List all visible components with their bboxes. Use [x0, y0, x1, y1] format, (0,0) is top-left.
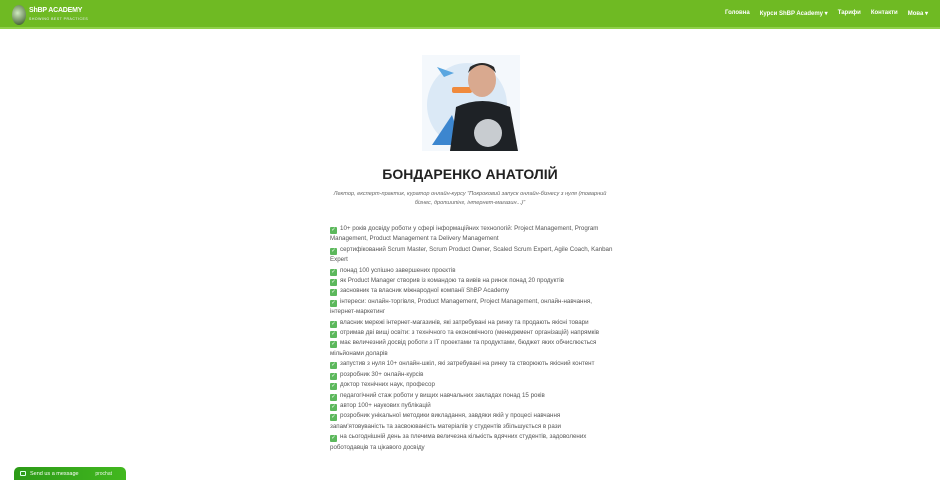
list-item: [330, 276, 615, 286]
menu-home[interactable]: Головна: [725, 10, 750, 16]
check-box-icon: ✓: [331, 331, 336, 338]
check-box-icon: ✓: [331, 393, 336, 400]
list-item-text: автор 100+ наукових публікацій: [340, 401, 431, 409]
list-item: [330, 380, 615, 390]
check-box-icon: ✓: [331, 279, 336, 286]
list-item-text: сертифікований Scrum Master, Scrum Product Owner, Scaled Scrum Expert, Agile Coach, Kanban Expert: [330, 245, 613, 264]
chat-widget[interactable]: [14, 467, 126, 480]
main-menu: [725, 10, 928, 17]
check-box-icon: ✓: [331, 362, 336, 369]
top-nav: [0, 0, 940, 29]
list-item-text: як Product Manager створив із командою та вивів на ринок понад 20 продуктів: [340, 277, 564, 285]
list-item: [330, 338, 615, 359]
list-item: [330, 370, 615, 380]
list-item-text: на сьогоднішній день за плечима величезна кількість вдячних студентів, задоволених роботодавців та цікавого досвіду: [330, 433, 587, 451]
list-item: [330, 266, 615, 276]
message-icon: [20, 471, 26, 476]
list-item-text: 10+ років досвіду роботи у сфері інформаційних технологій: Project Management, Program Management, Product Management та Delivery Management: [330, 225, 599, 243]
check-box-icon: ✓: [331, 383, 336, 390]
list-item-text: доктор технічних наук, професор: [340, 381, 435, 389]
list-item: [330, 245, 615, 266]
check-box-icon: ✓: [331, 268, 336, 275]
list-item: [330, 297, 615, 318]
logo[interactable]: ShBP ACADEMY SHOWING BEST PRACTICES: [12, 5, 88, 25]
list-item: [330, 224, 615, 245]
list-item-text: запустив з нуля 10+ онлайн-шкіл, які затребувані на ринку та створюють якісний контент: [340, 360, 595, 368]
check-box-icon: ✓: [331, 299, 336, 306]
list-item-text: засновник та власник міжнародної компанії ShBP Academy: [340, 287, 509, 295]
chat-label: Send us a message: [30, 470, 79, 477]
list-item-text: отримав дві вищі освіти: з технічного та економічного (менеджмент організацій) напрямків: [340, 329, 600, 337]
check-box-icon: ✓: [331, 341, 336, 348]
list-item: [330, 318, 615, 328]
check-box-icon: ✓: [331, 289, 336, 296]
achievements-list: [330, 224, 615, 453]
menu-contacts[interactable]: Контакти: [870, 10, 898, 16]
check-box-icon: ✓: [331, 227, 336, 233]
list-item: [330, 391, 615, 401]
list-item-text: педагогічний стаж роботи у вищих навчальних закладах понад 15 років: [340, 391, 545, 399]
check-box-icon: ✓: [331, 247, 336, 254]
list-item: [330, 328, 615, 338]
list-item-text: розробник унікальної методики викладання, завдяки якій у процесі навчання запам'ятовуваність та засвоюваність матеріалів у студентів збільшується в рази: [330, 412, 562, 430]
list-item: [330, 359, 615, 369]
list-item-text: власник мережі інтернет-магазинів, які затребувані на ринку та продають якісні товари: [340, 318, 589, 326]
menu-courses[interactable]: Курси ShBP Academy ▾: [759, 11, 828, 17]
list-item-text: понад 100 успішно завершених проєктів: [340, 266, 456, 274]
profile-photo: [422, 55, 520, 151]
list-item-text: має величезний досвід роботи з IT проектами та продуктами, бюджет яких обчислюється мільйонами доларів: [330, 339, 597, 357]
check-box-icon: ✓: [331, 372, 336, 379]
list-item: [330, 432, 615, 453]
list-item-text: інтереси: онлайн-торгівля, Product Management, Project Management, онлайн-навчання, інтернет-маркетинг: [330, 297, 592, 316]
list-item: [330, 411, 615, 432]
page-title: БОНДАРЕНКО АНАТОЛІЙ: [382, 166, 558, 182]
list-item: [330, 286, 615, 296]
check-box-icon: ✓: [331, 320, 336, 327]
logo-icon: [12, 5, 26, 25]
chat-brand: prochat: [95, 470, 112, 477]
list-item: [330, 401, 615, 411]
check-box-icon: ✓: [331, 435, 336, 442]
menu-pricing[interactable]: Тарифи: [837, 10, 861, 16]
check-box-icon: ✓: [331, 403, 336, 410]
list-item-text: розробник 30+ онлайн-курсів: [340, 370, 424, 378]
menu-language[interactable]: Мова ▾: [907, 11, 928, 17]
check-box-icon: ✓: [331, 414, 336, 421]
profile-subtitle: Лектор, експерт-практик, куратор онлайн-курсу "Покроковий запуск онлайн-бізнесу з нуля (товарний бізнес, дропшипінг, інтернет-магазин...)": [333, 191, 607, 206]
